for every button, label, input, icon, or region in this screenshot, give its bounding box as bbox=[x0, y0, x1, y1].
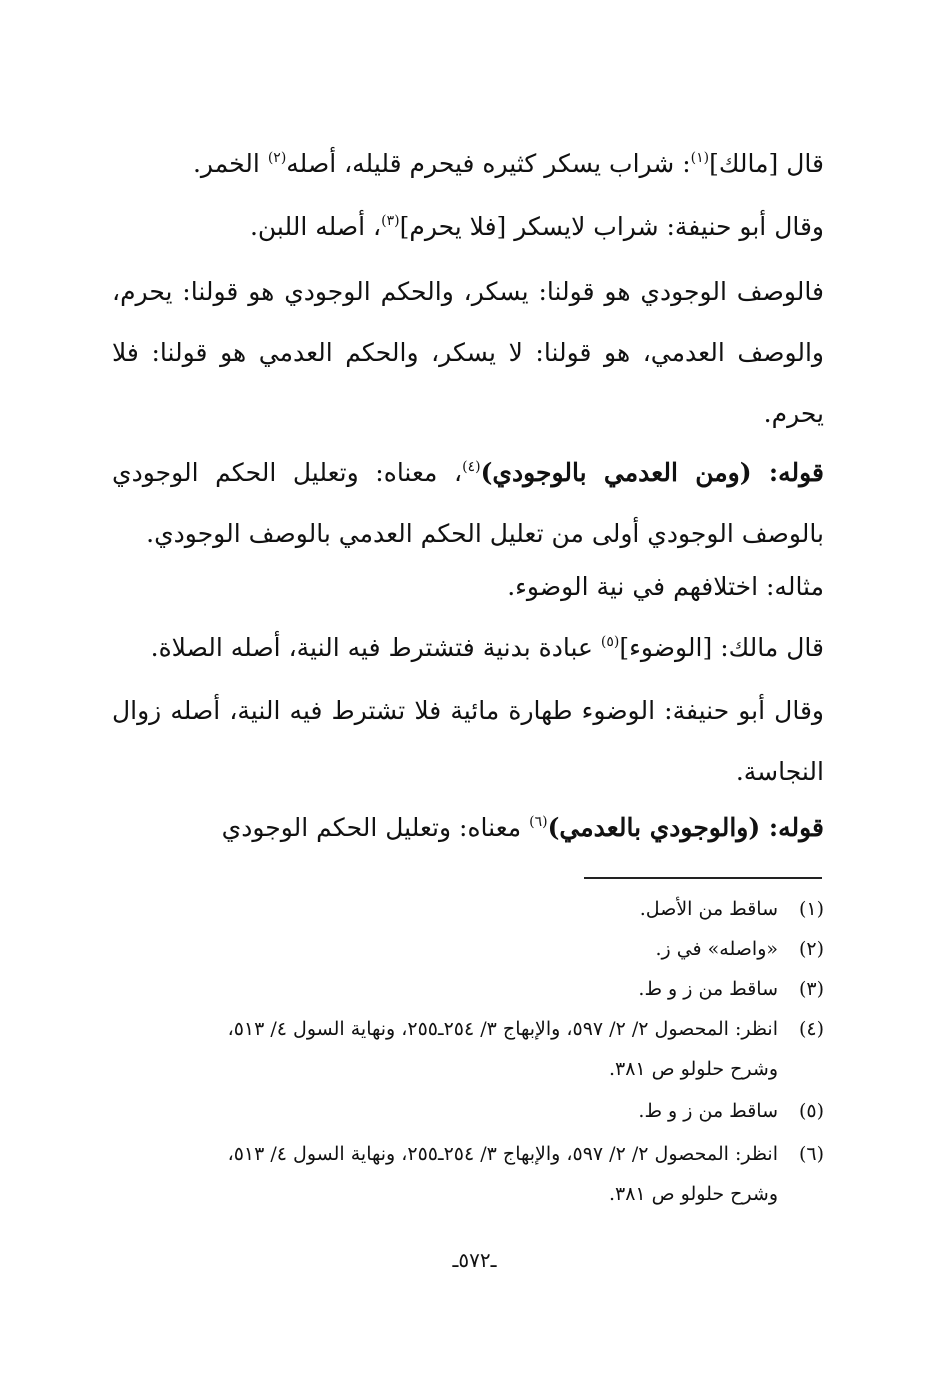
footnote-marker: (١) bbox=[690, 150, 710, 166]
paragraph-nonexistent-by-existent bbox=[112, 442, 824, 564]
paragraph-abu-hanifa-view-milk bbox=[112, 196, 824, 257]
footnote-text: ساقط من ز و ط. bbox=[638, 978, 778, 1000]
paragraph-text: قال [مالك] bbox=[709, 149, 824, 178]
footnote-marker: (٥) bbox=[600, 634, 620, 650]
footnote-number: (١) bbox=[798, 898, 824, 920]
footnote-line bbox=[112, 889, 824, 929]
quoted-heading: قوله: (ومن العدمي بالوجودي) bbox=[480, 458, 825, 487]
paragraph-text: قال مالك: [الوضوء] bbox=[619, 633, 824, 662]
footnote-text: وشرح حلولو ص ٣٨١. bbox=[608, 1058, 778, 1080]
paragraph-text: معناه: وتعليل الحكم الوجودي bbox=[221, 813, 530, 842]
footnote-text: ساقط من الأصل. bbox=[639, 898, 778, 920]
paragraph-text: : شراب يسكر كثيره فيحرم قليله، أصله bbox=[286, 149, 691, 178]
footnote-line bbox=[112, 1091, 824, 1131]
footnote-marker: (٣) bbox=[381, 213, 400, 229]
footnote-4 bbox=[112, 1009, 824, 1089]
footnote-line bbox=[112, 929, 824, 969]
page-number: ـ٥٧٢ـ bbox=[452, 1248, 497, 1272]
paragraph-maliks-view-wine bbox=[112, 133, 824, 194]
footnote-marker: (٦) bbox=[529, 814, 548, 830]
footnote-divider bbox=[584, 877, 822, 879]
paragraph-text: وقال أبو حنيفة: الوضوء طهارة مائية فلا تشترط فيه النية، أصله زوال النجاسة. bbox=[112, 696, 824, 786]
paragraph-text: وقال أبو حنيفة: شراب لايسكر [فلا يحرم] bbox=[399, 212, 824, 241]
footnote-2 bbox=[112, 929, 824, 969]
footnote-text: وشرح حلولو ص ٣٨١. bbox=[608, 1183, 778, 1205]
paragraph-malik-wudu bbox=[112, 617, 824, 678]
footnote-number: (٤) bbox=[798, 1018, 824, 1040]
paragraph-text: ، أصله اللبن. bbox=[249, 212, 382, 241]
footnote-marker: (٤) bbox=[462, 459, 481, 475]
paragraph-text: فالوصف الوجودي هو قولنا: يسكر، والحكم الوجودي هو قولنا: يحرم، والوصف العدمي، هو قولنا: لا يسكر، والحكم العدمي هو قولنا: فلا يحرم. bbox=[112, 277, 824, 428]
footnote-text: «واصله» في ز. bbox=[655, 938, 778, 960]
footnote-3 bbox=[112, 969, 824, 1009]
footnote-line bbox=[112, 1174, 824, 1214]
quoted-heading: قوله: (والوجودي بالعدمي) bbox=[547, 813, 824, 842]
footnote-marker: (٢) bbox=[267, 150, 287, 166]
footnote-line bbox=[112, 1134, 824, 1174]
paragraph-text: عبادة بدنية فتشترط فيه النية، أصله الصلاة. bbox=[150, 633, 601, 662]
footnote-6 bbox=[112, 1134, 824, 1214]
paragraph-text: مثاله: اختلافهم في نية الوضوء. bbox=[507, 572, 824, 601]
paragraph-existential-description bbox=[112, 261, 824, 444]
paragraph-text: ، معناه: وتعليل الحكم الوجودي بالوصف الوجودي أولى من تعليل الحكم العدمي بالوصف الوجودي. bbox=[112, 458, 824, 548]
paragraph-existent-by-nonexistent bbox=[112, 797, 824, 858]
footnote-text: انظر: المحصول ٢/ ٢/ ٥٩٧، والإبهاج ٣/ ٢٥٤ـ٢٥٥، ونهاية السول ٤/ ٥١٣، bbox=[227, 1018, 778, 1040]
footnote-number: (٢) bbox=[798, 938, 824, 960]
footnote-number: (٦) bbox=[798, 1143, 824, 1165]
footnote-text: انظر: المحصول ٢/ ٢/ ٥٩٧، والإبهاج ٣/ ٢٥٤ـ٢٥٥، ونهاية السول ٤/ ٥١٣، bbox=[227, 1143, 778, 1165]
footnote-number: (٥) bbox=[798, 1100, 824, 1122]
paragraph-example-wudu-intention bbox=[112, 556, 824, 617]
footnote-5 bbox=[112, 1091, 824, 1131]
paragraph-text: الخمر. bbox=[192, 149, 268, 178]
footnote-number: (٣) bbox=[798, 978, 824, 1000]
footnote-1 bbox=[112, 889, 824, 929]
footnote-line bbox=[112, 969, 824, 1009]
footnote-line bbox=[112, 1009, 824, 1049]
footnote-text: ساقط من ز و ط. bbox=[638, 1100, 778, 1122]
footnote-line bbox=[112, 1049, 824, 1089]
paragraph-abu-hanifa-wudu bbox=[112, 680, 824, 802]
